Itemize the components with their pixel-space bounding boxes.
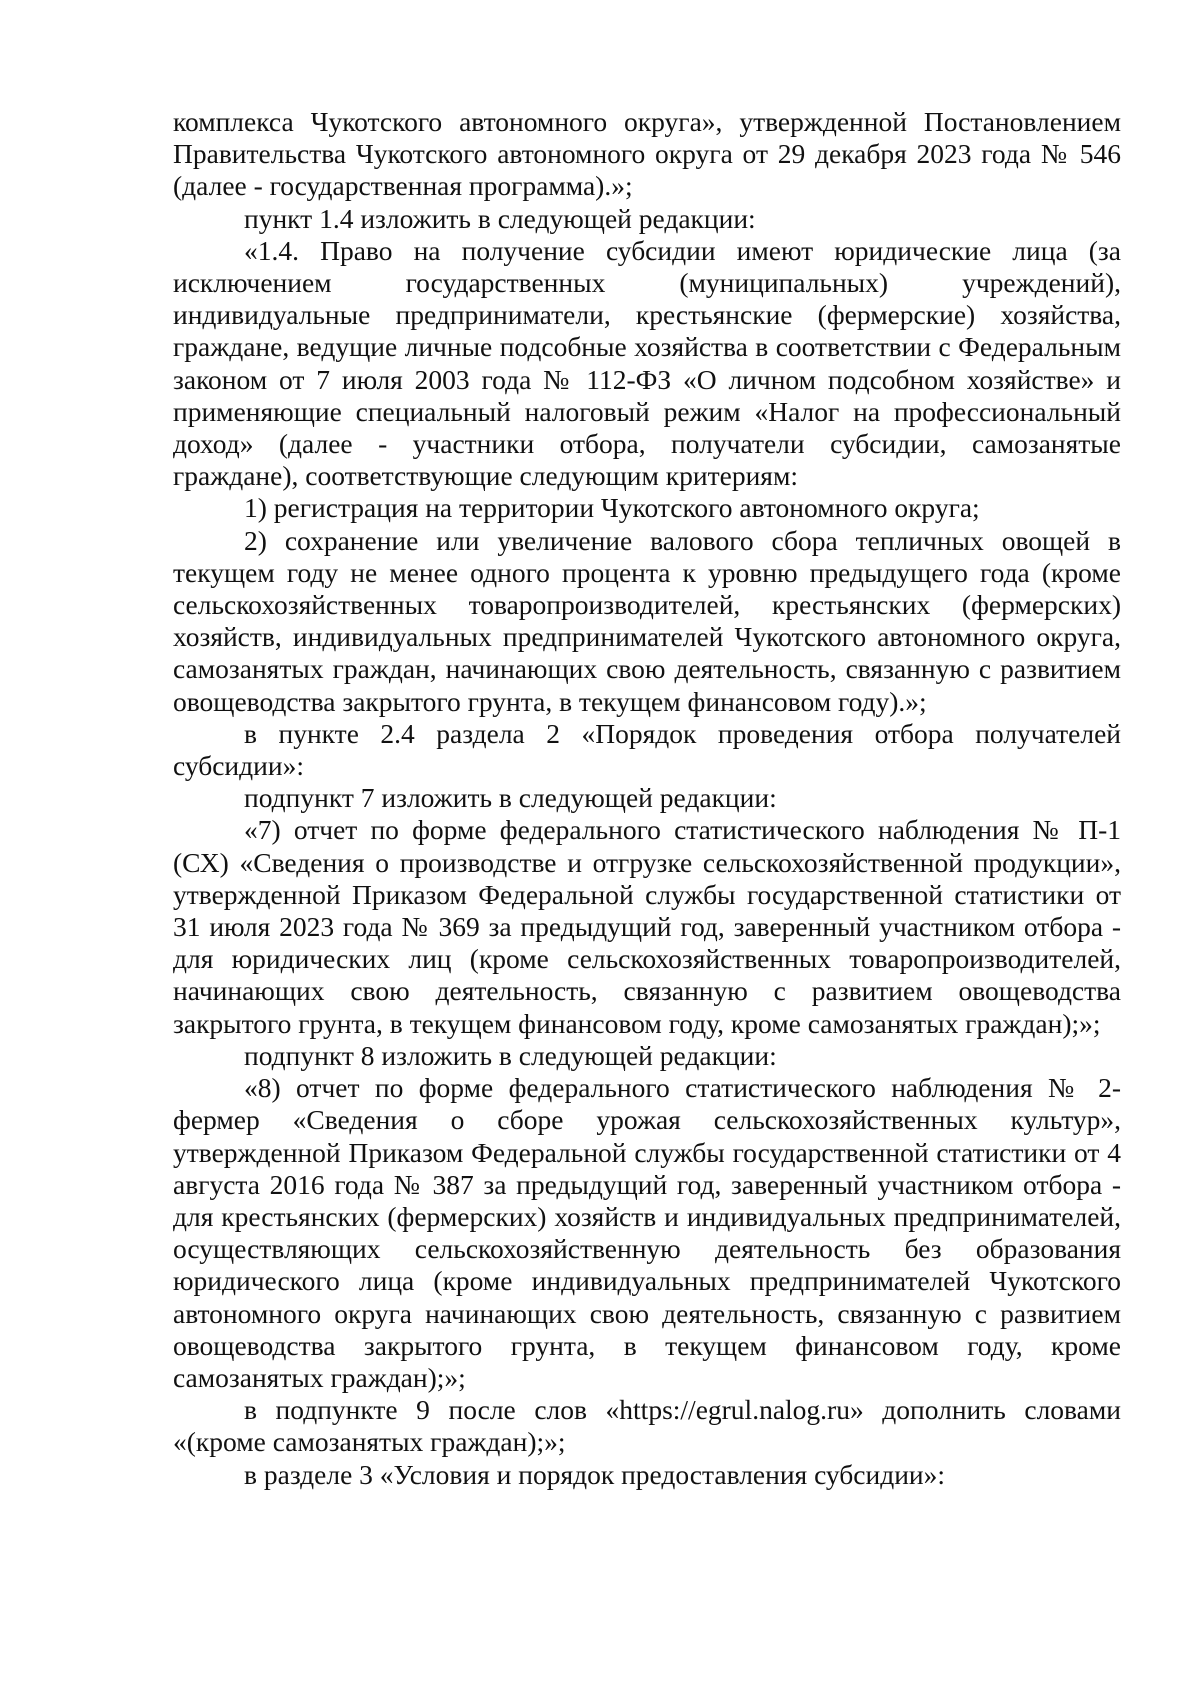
paragraph-continuation-state-program: комплекса Чукотского автономного округа», утвержденной Постановлением Правительства Чукотского автономного округа от 29 декабря 2023 года № 546 (далее - государственная программа).»; bbox=[173, 106, 1121, 202]
paragraph-section-3-intro: в разделе 3 «Условия и порядок предоставления субсидии»: bbox=[244, 1458, 946, 1490]
paragraph-clause-2-4-intro: в пункте 2.4 раздела 2 «Порядок проведения отбора получателей субсидии»: bbox=[173, 717, 1121, 782]
paragraph-subclause-8-intro: подпункт 8 изложить в следующей редакции: bbox=[244, 1039, 777, 1071]
paragraph-subclause-8-text: «8) отчет по форме федерального статистического наблюдения № 2-фермер «Сведения о сборе урожая сельскохозяйственных культур», утвержденной Приказом Федеральной службы государственной статистики от 4 августа 2016 года № 387 за предыдущий год, заверенный участником отбора - для крестьянских (фермерских) хозяйств и индивидуальных предпринимателей, осуществляющих сельскохозяйственную деятельность без образования юридического лица (кроме индивидуальных предпринимателей Чукотского автономного округа начинающих свою деятельность, связанную с развитием овощеводства закрытого грунта, в текущем финансовом году, кроме самозанятых граждан);»; bbox=[173, 1072, 1121, 1393]
paragraph-subclause-7-text: «7) отчет по форме федерального статистического наблюдения № П-1 (СХ) «Сведения о производстве и отгрузке сельскохозяйственной продукции», утвержденной Приказом Федеральной службы государственной статистики от 31 июля 2023 года № 369 за предыдущий год, заверенный участником отбора - для юридических лиц (кроме сельскохозяйственных товаропроизводителей, начинающих свою деятельность, связанную с развитием овощеводства закрытого грунта, в текущем финансовом году, кроме самозанятых граждан);»; bbox=[173, 814, 1121, 1039]
paragraph-criterion-2: 2) сохранение или увеличение валового сбора тепличных овощей в текущем году не менее одного процента к уровню предыдущего года (кроме сельскохозяйственных товаропроизводителей, крестьянских (фермерских) хозяйств, индивидуальных предпринимателей Чукотского автономного округа, самозанятых граждан, начинающих свою деятельность, связанную с развитием овощеводства закрытого грунта, в текущем финансовом году).»; bbox=[173, 524, 1121, 717]
paragraph-clause-1-4-text: «1.4. Право на получение субсидии имеют юридические лица (за исключением государственных (муниципальных) учреждений), индивидуальные предприниматели, крестьянские (фермерские) хозяйства, граждане, ведущие личные подсобные хозяйства в соответствии с Федеральным законом от 7 июля 2003 года № 112-ФЗ «О личном подсобном хозяйстве» и применяющие специальный налоговый режим «Налог на профессиональный доход» (далее - участники отбора, получатели субсидии, самозанятые граждане), соответствующие следующим критериям: bbox=[173, 234, 1121, 492]
paragraph-clause-1-4-intro: пункт 1.4 изложить в следующей редакции: bbox=[244, 202, 756, 234]
document-page bbox=[173, 106, 1121, 1491]
paragraph-subclause-7-intro: подпункт 7 изложить в следующей редакции: bbox=[244, 782, 777, 814]
paragraph-criterion-1: 1) регистрация на территории Чукотского автономного округа; bbox=[244, 492, 980, 524]
paragraph-subclause-9-amendment: в подпункте 9 после слов «https://egrul.nalog.ru» дополнить словами «(кроме самозанятых граждан);»; bbox=[173, 1394, 1121, 1458]
